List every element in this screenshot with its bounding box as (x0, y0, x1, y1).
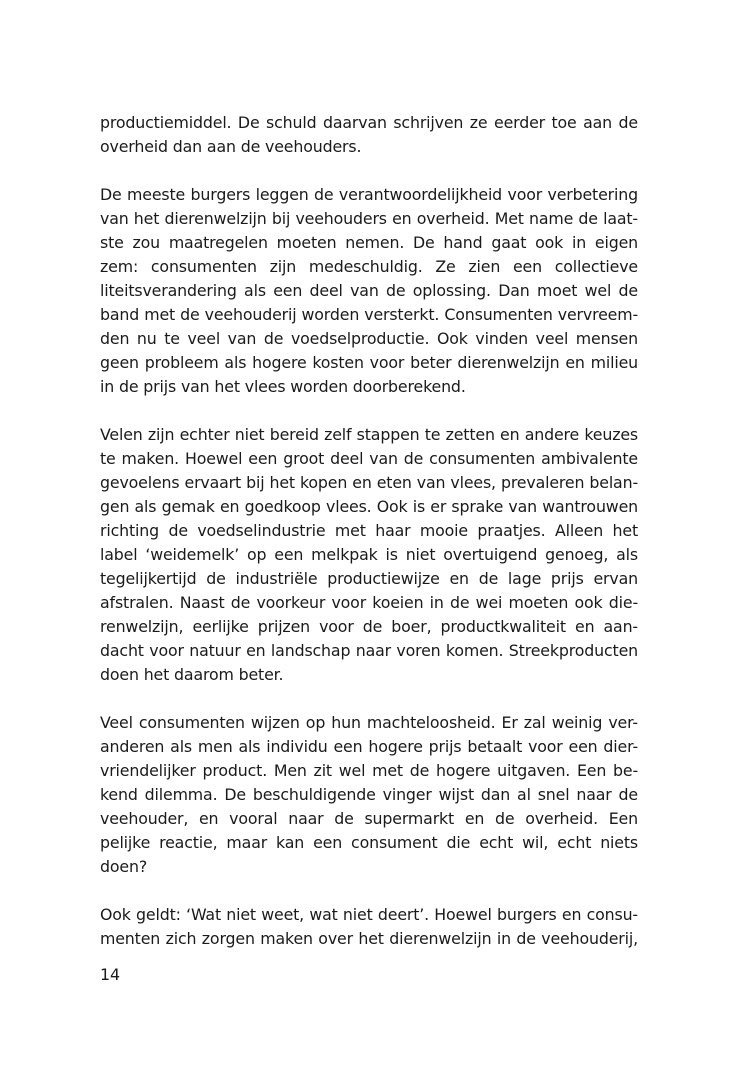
body-text (100, 111, 638, 975)
text-line: band met de veehouderij worden versterkt. Consumenten vervreem- (100, 305, 638, 324)
text-line: Velen zijn echter niet bereid zelf stappen te zetten en andere keuzes (100, 425, 638, 444)
text-line: productiemiddel. De schuld daarvan schrijven ze eerder toe aan de (100, 113, 638, 132)
text-line: doen het daarom beter. (100, 665, 284, 684)
page-number: 14 (100, 965, 121, 984)
text-line: den nu te veel van de voedselproductie. Ook vinden veel mensen (100, 329, 638, 348)
text-line: anderen als men als individu een hogere prijs betaalt voor een dier- (100, 737, 638, 756)
text-line: in de prijs van het vlees worden doorberekend. (100, 377, 466, 396)
text-line: vriendelijker product. Men zit wel met de hogere uitgaven. Een be- (100, 761, 638, 780)
text-line: ste zou maatregelen moeten nemen. De hand gaat ook in eigen (100, 233, 638, 252)
text-line: De meeste burgers leggen de verantwoordelijkheid voor verbetering (100, 185, 638, 204)
paragraph-2 (100, 183, 638, 399)
paragraph-5 (100, 903, 638, 951)
text-line: gen als gemak en goedkoop vlees. Ook is er sprake van wantrouwen (100, 497, 638, 516)
text-line: te maken. Hoewel een groot deel van de consumenten ambivalente (100, 449, 638, 468)
text-line: van het dierenwelzijn bij veehouders en overheid. Met name de laat- (100, 209, 638, 228)
text-line: renwelzijn, eerlijke prijzen voor de boer, productkwaliteit en aan- (100, 617, 638, 636)
text-line: kend dilemma. De beschuldigende vinger wijst dan al snel naar de (100, 785, 638, 804)
text-line: gevoelens ervaart bij het kopen en eten van vlees, prevaleren belan- (100, 473, 638, 492)
text-line: dacht voor natuur en landschap naar voren komen. Streekproducten (100, 641, 638, 660)
text-line: menten zich zorgen maken over het dierenwelzijn in de veehouderij, (100, 929, 638, 948)
text-line: zem: consumenten zijn medeschuldig. Ze zien een collectieve (100, 257, 638, 276)
text-line: label ‘weidemelk’ op een melkpak is niet overtuigend genoeg, als (100, 545, 638, 564)
text-line: doen? (100, 857, 148, 876)
paragraph-1 (100, 111, 638, 159)
text-line: Veel consumenten wijzen op hun machteloosheid. Er zal weinig ver- (100, 713, 638, 732)
paragraph-3 (100, 423, 638, 687)
text-line: liteitsverandering als een deel van de oplossing. Dan moet wel de (100, 281, 638, 300)
text-line: veehouder, en vooral naar de supermarkt en de overheid. Een (100, 809, 638, 828)
text-line: afstralen. Naast de voorkeur voor koeien in de wei moeten ook die- (100, 593, 638, 612)
text-line: geen probleem als hogere kosten voor beter dierenwelzijn en milieu (100, 353, 638, 372)
text-line: overheid dan aan de veehouders. (100, 137, 362, 156)
paragraph-4 (100, 711, 638, 879)
text-line: Ook geldt: ‘Wat niet weet, wat niet deert’. Hoewel burgers en consu- (100, 905, 638, 924)
text-line: richting de voedselindustrie met haar mooie praatjes. Alleen het (100, 521, 638, 540)
text-line: tegelijkertijd de industriële productiewijze en de lage prijs ervan (100, 569, 638, 588)
text-line: pelijke reactie, maar kan een consument die echt wil, echt niets (100, 833, 638, 852)
